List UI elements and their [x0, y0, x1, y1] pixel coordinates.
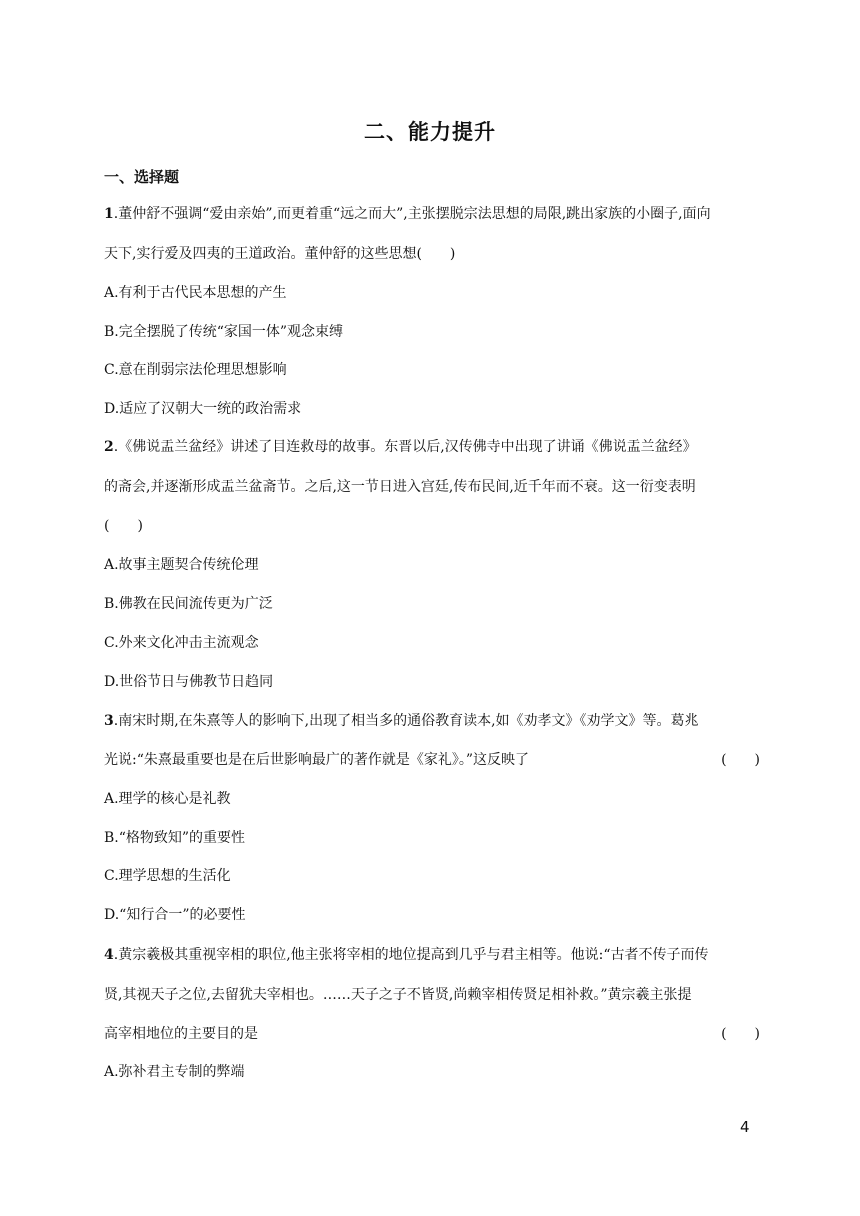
- question-1-line-2: 天下,实行爱及四夷的王道政治。董仲舒的这些思想( ): [104, 246, 456, 262]
- page-title: 二、能力提升: [364, 120, 496, 144]
- question-3-option-a: A.理学的核心是礼教: [104, 791, 231, 807]
- question-2-option-c: C.外来文化冲击主流观念: [104, 635, 259, 651]
- question-3-option-b: B.“格物致知”的重要性: [104, 830, 246, 846]
- question-3-number: 3: [104, 713, 114, 729]
- question-2-line-1: 2.《佛说盂兰盆经》讲述了目连救母的故事。东晋以后,汉传佛寺中出现了讲诵《佛说盂兰盆经》: [104, 439, 697, 455]
- question-2-line-3: ( ): [104, 518, 143, 534]
- question-3-line-1: 3.南宋时期,在朱熹等人的影响下,出现了相当多的通俗教育读本,如《劝孝文》《劝学文》等。葛兆: [104, 713, 699, 729]
- question-1-option-a: A.有利于古代民本思想的产生: [104, 285, 287, 301]
- question-2-option-d: D.世俗节日与佛教节日趋同: [104, 674, 274, 690]
- question-4-line-2: 贤,其视天子之位,去留犹夫宰相也。……天子之子不皆贤,尚赖宰相传贤足相补救。”黄宗羲主张提: [104, 987, 692, 1003]
- question-4-line-1: 4.黄宗羲极其重视宰相的职位,他主张将宰相的地位提高到几乎与君主相等。他说:“古者不传子而传: [104, 947, 709, 963]
- question-2-option-a: A.故事主题契合传统伦理: [104, 557, 259, 573]
- question-4-option-a: A.弥补君主专制的弊端: [104, 1064, 245, 1080]
- question-1-number: 1: [104, 206, 114, 222]
- question-2-option-b: B.佛教在民间流传更为广泛: [104, 596, 273, 612]
- question-1-option-d: D.适应了汉朝大一统的政治需求: [104, 401, 302, 417]
- question-4-number: 4: [104, 947, 114, 963]
- page-number: 4: [740, 1118, 750, 1136]
- question-1-option-c: C.意在削弱宗法伦理思想影响: [104, 362, 287, 378]
- question-3-answer-blank: ( ): [721, 752, 760, 768]
- question-4-line-3: 高宰相地位的主要目的是 ( ): [104, 1026, 760, 1042]
- question-3-option-d: D.“知行合一”的必要性: [104, 907, 246, 923]
- question-3-option-c: C.理学思想的生活化: [104, 868, 231, 884]
- question-2-number: 2: [104, 439, 114, 455]
- question-4-answer-blank: ( ): [721, 1026, 760, 1042]
- question-2-line-2: 的斋会,并逐渐形成盂兰盆斋节。之后,这一节日进入宫廷,传布民间,近千年而不衰。这一衍变表明: [104, 479, 696, 495]
- section-heading: 一、选择题: [104, 168, 180, 186]
- question-1-line-1: 1.董仲舒不强调“爱由亲始”,而更着重“远之而大”,主张摆脱宗法思想的局限,跳出家族的小圈子,面向: [104, 206, 711, 222]
- question-1-option-b: B.完全摆脱了传统“家国一体”观念束缚: [104, 324, 344, 340]
- question-3-line-2: 光说:“朱熹最重要也是在后世影响最广的著作就是《家礼》。”这反映了 ( ): [104, 752, 760, 768]
